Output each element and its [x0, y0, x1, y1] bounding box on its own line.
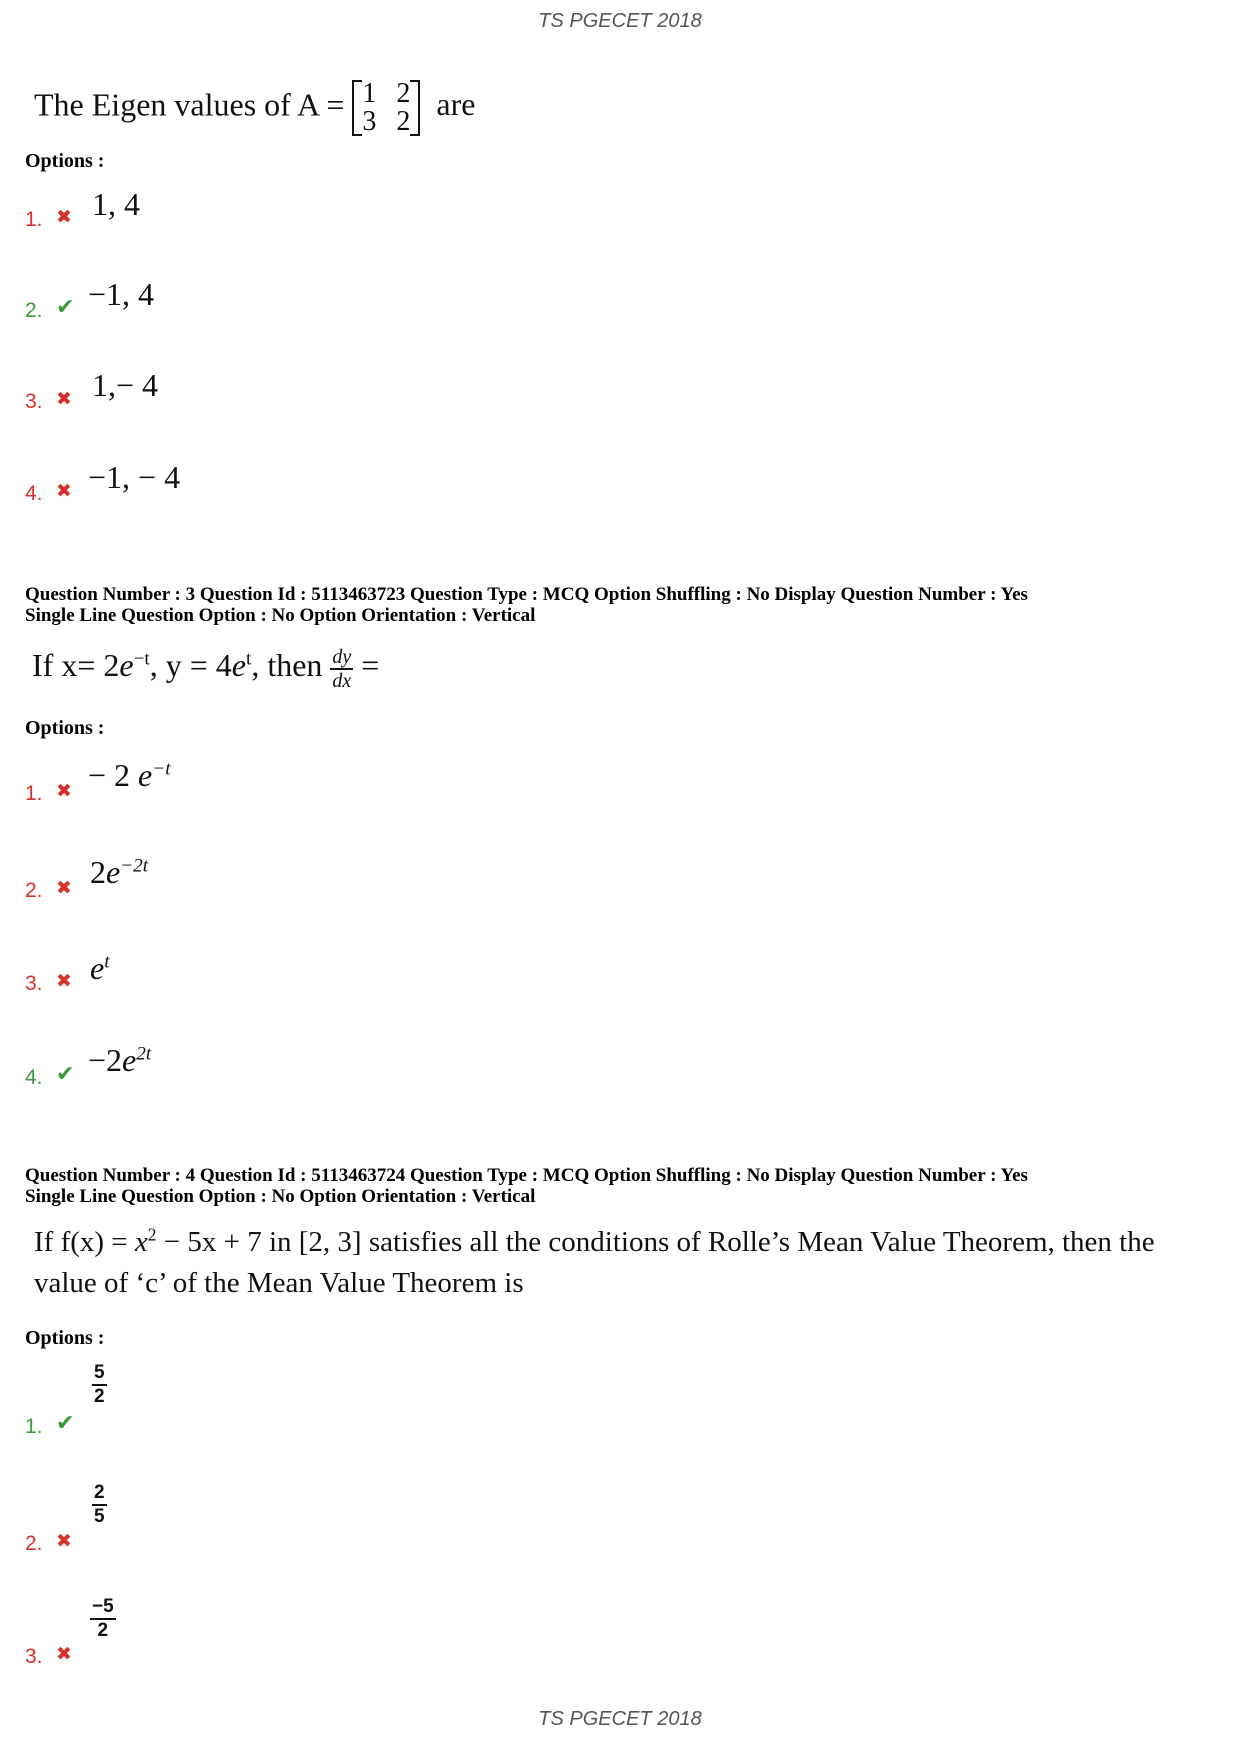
q4-stem-line-2: value of ‘c’ of the Mean Value Theorem is [34, 1267, 524, 1299]
dy-dx-fraction [330, 646, 353, 692]
fraction-denominator: 2 [97, 1620, 109, 1641]
option-exponent: 2t [136, 1043, 152, 1065]
stem-text: e [231, 647, 246, 683]
matrix-cell: 3 [362, 106, 377, 137]
matrix-cell: 2 [396, 78, 411, 109]
q3-option-3 [90, 950, 110, 987]
q2-option-4-number: 4. [25, 482, 43, 505]
q3-meta-line-1: Question Number : 3 Question Id : 5113463723 Question Type : MCQ Option Shuffling : No Display Question Number : Yes [25, 584, 1028, 605]
stem-text: = [361, 647, 380, 683]
stem-superscript: 2 [147, 1224, 157, 1245]
q3-options-label: Options : [25, 717, 105, 739]
correct-mark-icon: ✔ [56, 295, 75, 320]
stem-text: If x= 2 [32, 647, 120, 683]
q3-option-1 [88, 757, 171, 794]
stem-text: − 5x + 7 in [2, 3] satisfies all the conditions of Rolle’s Mean Value Theorem, then the [156, 1226, 1155, 1258]
wrong-mark-icon: ✖ [56, 480, 72, 502]
wrong-mark-icon: ✖ [56, 206, 72, 228]
stem-text: e [119, 647, 134, 683]
wrong-mark-icon: ✖ [56, 970, 72, 992]
option-e: e [106, 854, 121, 890]
q4-meta-line-1: Question Number : 4 Question Id : 5113463724 Question Type : MCQ Option Shuffling : No Display Question Number : Yes [25, 1165, 1028, 1186]
running-footer: TS PGECET 2018 [538, 1708, 702, 1730]
wrong-mark-icon: ✖ [56, 1530, 72, 1552]
option-e: e [90, 950, 105, 986]
q3-option-3-number: 3. [25, 972, 43, 995]
q3-option-1-number: 1. [25, 782, 43, 805]
q4-option-3-number: 3. [25, 1645, 43, 1668]
fraction-numerator: 5 [92, 1362, 107, 1386]
fraction-denominator: dx [332, 669, 352, 692]
matrix-cell: 1 [362, 78, 377, 109]
option-exponent: −2t [120, 855, 149, 877]
fraction-numerator: −5 [90, 1596, 116, 1620]
fraction-numerator: dy [332, 645, 352, 668]
q2-stem-suffix: are [436, 86, 476, 123]
option-exponent: −t [152, 758, 171, 780]
q2-option-1: 1, 4 [92, 186, 140, 222]
q2-option-4: −1, − 4 [88, 459, 181, 495]
running-header: TS PGECET 2018 [538, 10, 702, 32]
wrong-mark-icon: ✖ [56, 877, 72, 899]
fraction-numerator: 2 [92, 1482, 107, 1506]
stem-text: , y = 4 [149, 647, 232, 683]
stem-superscript: t [245, 648, 252, 670]
q2-option-2: −1, 4 [88, 276, 155, 312]
q4-option-1 [92, 1362, 107, 1408]
q4-options-label: Options : [25, 1327, 105, 1349]
fraction-denominator: 5 [94, 1506, 105, 1527]
q3-option-2 [90, 854, 148, 891]
matrix-cell: 2 [396, 106, 411, 137]
option-e: e [138, 757, 153, 793]
option-base: 2 [90, 854, 106, 890]
q3-meta-line-2: Single Line Question Option : No Option Orientation : Vertical [25, 605, 536, 626]
q3-option-4 [88, 1042, 151, 1079]
q4-option-2-number: 2. [25, 1532, 43, 1555]
correct-mark-icon: ✔ [56, 1411, 75, 1436]
fraction-denominator: 2 [94, 1386, 105, 1407]
q4-option-1-number: 1. [25, 1415, 43, 1438]
q2-option-2-number: 2. [25, 299, 43, 322]
option-base: − 2 [88, 757, 139, 793]
option-e: e [122, 1042, 137, 1078]
wrong-mark-icon: ✖ [56, 1643, 72, 1665]
q4-option-3 [90, 1596, 116, 1642]
q2-stem [34, 80, 475, 136]
q3-option-4-number: 4. [25, 1066, 43, 1089]
q3-option-2-number: 2. [25, 879, 43, 902]
option-exponent: t [104, 951, 110, 973]
q2-options-label: Options : [25, 150, 105, 172]
q4-option-2 [92, 1482, 107, 1528]
q2-stem-prefix: The Eigen values of A = [34, 86, 345, 123]
q2-option-3-number: 3. [25, 390, 43, 413]
option-base: −2 [88, 1042, 123, 1078]
wrong-mark-icon: ✖ [56, 388, 72, 410]
q4-meta-line-2: Single Line Question Option : No Option Orientation : Vertical [25, 1186, 536, 1207]
stem-text: , then [251, 647, 323, 683]
q2-option-1-number: 1. [25, 208, 43, 231]
stem-text: If f(x) = [34, 1226, 135, 1258]
q2-matrix [352, 80, 420, 136]
q2-option-3: 1,− 4 [92, 367, 159, 403]
q4-stem-line-1 [34, 1222, 1155, 1262]
wrong-mark-icon: ✖ [56, 780, 72, 802]
q3-stem [32, 645, 379, 692]
correct-mark-icon: ✔ [56, 1062, 75, 1087]
stem-superscript: −t [133, 648, 150, 670]
stem-variable: x [134, 1226, 148, 1258]
